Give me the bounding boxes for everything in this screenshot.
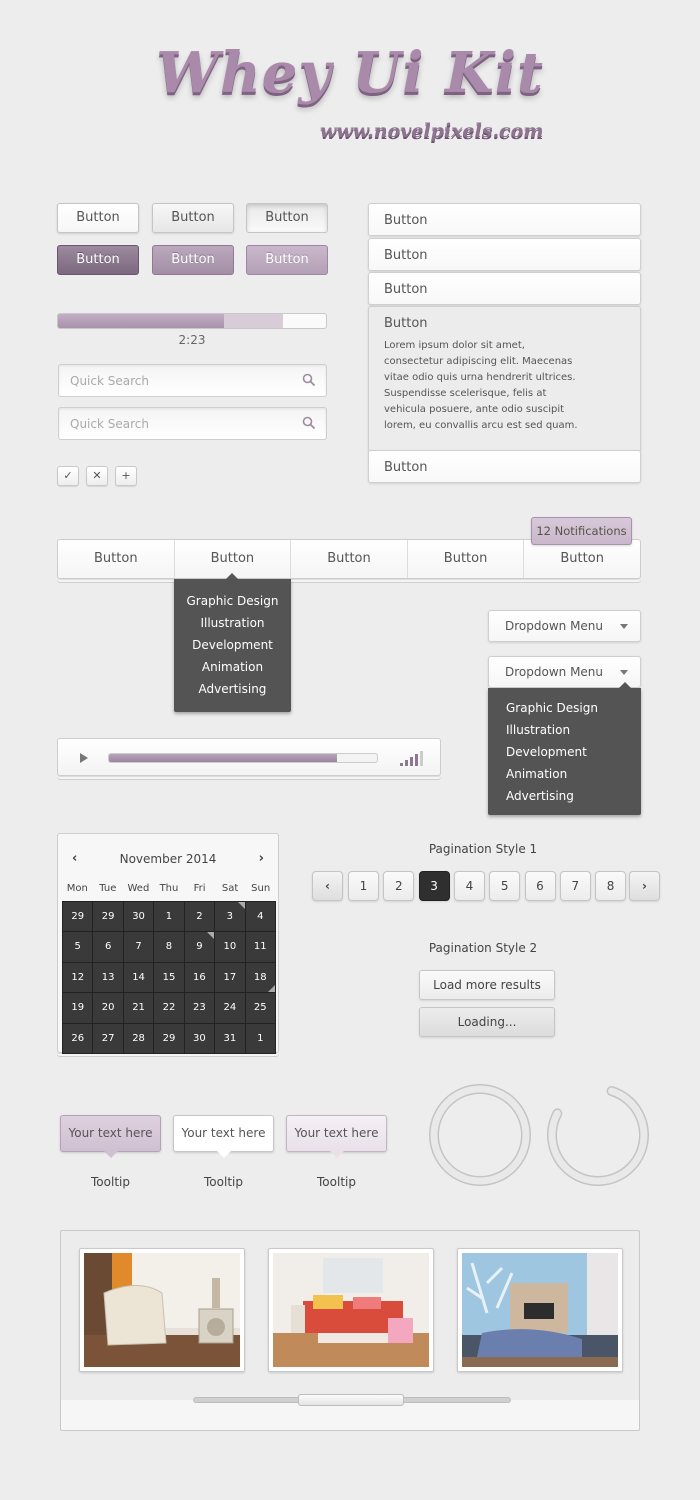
calendar-weekday: Tue: [99, 883, 117, 894]
calendar: [57, 833, 279, 1053]
calendar-day[interactable]: 17: [215, 963, 244, 992]
calendar-day[interactable]: 30: [185, 1024, 214, 1053]
menu-item[interactable]: Illustration: [506, 723, 571, 737]
close-icon[interactable]: ✕: [86, 466, 108, 486]
search-input[interactable]: [59, 408, 279, 439]
caret-down-icon: [620, 670, 628, 675]
search-icon[interactable]: [302, 373, 316, 387]
search-box-1: [58, 364, 327, 397]
dropdown-label: Dropdown Menu: [505, 665, 604, 679]
calendar-day[interactable]: 5: [63, 932, 92, 961]
accordion-item[interactable]: Button: [368, 272, 641, 305]
calendar-weekday: Fri: [193, 883, 206, 894]
chevron-right-icon[interactable]: ›: [629, 871, 660, 901]
calendar-weekday: Mon: [66, 883, 88, 894]
page-button[interactable]: 8: [595, 871, 626, 901]
menu-item[interactable]: Graphic Design: [186, 594, 279, 608]
dropdown-closed[interactable]: [488, 610, 641, 642]
kit-title: Whey Ui Kit: [156, 40, 544, 106]
calendar-weekday: Thu: [159, 883, 179, 894]
accordion-item-text: Lorem ipsum dolor sit amet, consectetur adipiscing elit. Maecenas vitae odio quis urna hendrerit ultrices. Suspendisse scelerisque, felis at vehicula posuere, ante odio suscipit lorem, eu convallis arcu est sed quam.: [384, 340, 578, 431]
calendar-day[interactable]: 27: [93, 1024, 122, 1053]
calendar-grid: [62, 901, 276, 1054]
tooltip-label: Tooltip: [91, 1175, 130, 1189]
calendar-weekday: Sun: [251, 883, 271, 894]
calendar-day[interactable]: 29: [93, 902, 122, 931]
accordion-item[interactable]: Button: [368, 238, 641, 271]
page-button[interactable]: 7: [560, 871, 591, 901]
menu-item[interactable]: Development: [506, 745, 587, 759]
calendar-day[interactable]: 9: [185, 932, 214, 961]
volume-icon[interactable]: [400, 751, 424, 766]
calendar-day[interactable]: 31: [215, 1024, 244, 1053]
loading-button[interactable]: Loading...: [419, 1007, 555, 1037]
media-progress-fill: [109, 754, 337, 762]
page-button[interactable]: 4: [454, 871, 485, 901]
gallery-photo-bedroom[interactable]: [268, 1248, 434, 1372]
calendar-day[interactable]: 7: [124, 932, 153, 961]
page-button[interactable]: 2: [383, 871, 414, 901]
calendar-day[interactable]: 14: [124, 963, 153, 992]
tab-button[interactable]: Button: [408, 540, 525, 578]
tooltip-light: Your text here: [286, 1115, 387, 1152]
caret-down-icon: [620, 624, 628, 629]
calendar-day[interactable]: 10: [215, 932, 244, 961]
button-grey[interactable]: Button: [152, 203, 234, 233]
menu-item[interactable]: Animation: [506, 767, 568, 781]
tooltip-label: Tooltip: [204, 1175, 243, 1189]
search-icon[interactable]: [302, 416, 316, 430]
menu-item[interactable]: Illustration: [200, 616, 265, 630]
image-gallery: [60, 1230, 640, 1431]
page-button-active[interactable]: 3: [419, 871, 450, 901]
tab-bar: [57, 539, 641, 579]
calendar-day[interactable]: 16: [185, 963, 214, 992]
menu-item[interactable]: Development: [192, 638, 273, 652]
tab-button[interactable]: Button: [560, 551, 604, 566]
calendar-day[interactable]: 30: [124, 902, 153, 931]
button-purple-medium[interactable]: Button: [152, 245, 234, 275]
button-purple-light[interactable]: Button: [246, 245, 328, 275]
chevron-left-icon[interactable]: ‹: [312, 871, 343, 901]
progress-time: 2:23: [178, 333, 206, 347]
page-button[interactable]: 1: [348, 871, 379, 901]
tab-button-active[interactable]: Button: [175, 540, 292, 578]
dropdown-label: Dropdown Menu: [505, 619, 604, 633]
calendar-day[interactable]: 20: [93, 993, 122, 1022]
kit-url: www.novelpixels.com: [320, 120, 544, 142]
calendar-day[interactable]: 24: [215, 993, 244, 1022]
calendar-month: November 2014: [119, 852, 217, 866]
calendar-day[interactable]: 4: [246, 902, 275, 931]
tooltip-purple: Your text here: [60, 1115, 161, 1152]
audio-progress-bar[interactable]: [57, 313, 327, 329]
calendar-day[interactable]: 2: [185, 902, 214, 931]
calendar-day[interactable]: 8: [154, 932, 183, 961]
menu-item[interactable]: Advertising: [198, 682, 267, 696]
calendar-day[interactable]: 15: [154, 963, 183, 992]
calendar-day[interactable]: 3: [215, 902, 244, 931]
menu-item[interactable]: Advertising: [506, 789, 574, 803]
media-player: [57, 738, 441, 776]
calendar-day[interactable]: 18: [246, 963, 275, 992]
tab-button[interactable]: Button: [291, 540, 408, 578]
pagination-1-title: Pagination Style 1: [428, 842, 538, 856]
calendar-day[interactable]: 12: [63, 963, 92, 992]
tooltip-label: Tooltip: [317, 1175, 356, 1189]
tab-dropdown-menu: [174, 579, 291, 712]
loading-ring-full: [428, 1083, 532, 1187]
button-white[interactable]: Button: [57, 203, 139, 233]
calendar-day[interactable]: 21: [124, 993, 153, 1022]
page-button[interactable]: 6: [525, 871, 556, 901]
chevron-right-icon[interactable]: ›: [258, 851, 264, 866]
loading-ring-partial: [546, 1083, 650, 1187]
dropdown-menu: [488, 688, 641, 815]
calendar-day[interactable]: 19: [63, 993, 92, 1022]
gallery-photo-chair[interactable]: [79, 1248, 245, 1372]
tooltip-white: Your text here: [173, 1115, 274, 1152]
calendar-day[interactable]: 1: [154, 902, 183, 931]
notifications-badge[interactable]: 12 Notifications: [531, 517, 632, 545]
button-purple-dark[interactable]: Button: [57, 245, 139, 275]
calendar-day[interactable]: 1: [246, 1024, 275, 1053]
search-input[interactable]: [59, 365, 279, 396]
calendar-day[interactable]: 22: [154, 993, 183, 1022]
calendar-day[interactable]: 29: [154, 1024, 183, 1053]
gallery-scroll-thumb[interactable]: [298, 1394, 404, 1406]
accordion-item[interactable]: Button: [368, 450, 641, 483]
progress-fill: [58, 314, 224, 328]
calendar-weekdays: [62, 883, 276, 894]
chevron-left-icon[interactable]: ‹: [72, 851, 78, 866]
calendar-day[interactable]: 13: [93, 963, 122, 992]
calendar-day[interactable]: 25: [246, 993, 275, 1022]
pagination-2-title: Pagination Style 2: [428, 941, 538, 955]
tab-button[interactable]: Button: [58, 540, 175, 578]
search-box-2: [58, 407, 327, 440]
page-button[interactable]: 5: [489, 871, 520, 901]
calendar-day[interactable]: 6: [93, 932, 122, 961]
media-progress-track[interactable]: [108, 753, 378, 763]
accordion-item[interactable]: Button: [368, 203, 641, 236]
load-more-button[interactable]: Load more results: [419, 970, 555, 1000]
calendar-day[interactable]: 26: [63, 1024, 92, 1053]
calendar-day[interactable]: 11: [246, 932, 275, 961]
menu-item[interactable]: Graphic Design: [506, 701, 598, 715]
accordion-item-open[interactable]: [368, 306, 641, 452]
accordion-item-title: Button: [384, 316, 428, 331]
calendar-weekday: Sat: [221, 883, 239, 894]
calendar-day[interactable]: 23: [185, 993, 214, 1022]
plus-icon[interactable]: +: [115, 466, 137, 486]
gallery-photo-blue-room[interactable]: [457, 1248, 623, 1372]
menu-item[interactable]: Animation: [201, 660, 264, 674]
play-icon[interactable]: [80, 753, 88, 763]
calendar-day[interactable]: 28: [124, 1024, 153, 1053]
calendar-weekday: Wed: [127, 883, 150, 894]
calendar-day[interactable]: 29: [63, 902, 92, 931]
button-pressed[interactable]: Button: [246, 203, 328, 233]
check-icon[interactable]: ✓: [57, 466, 79, 486]
